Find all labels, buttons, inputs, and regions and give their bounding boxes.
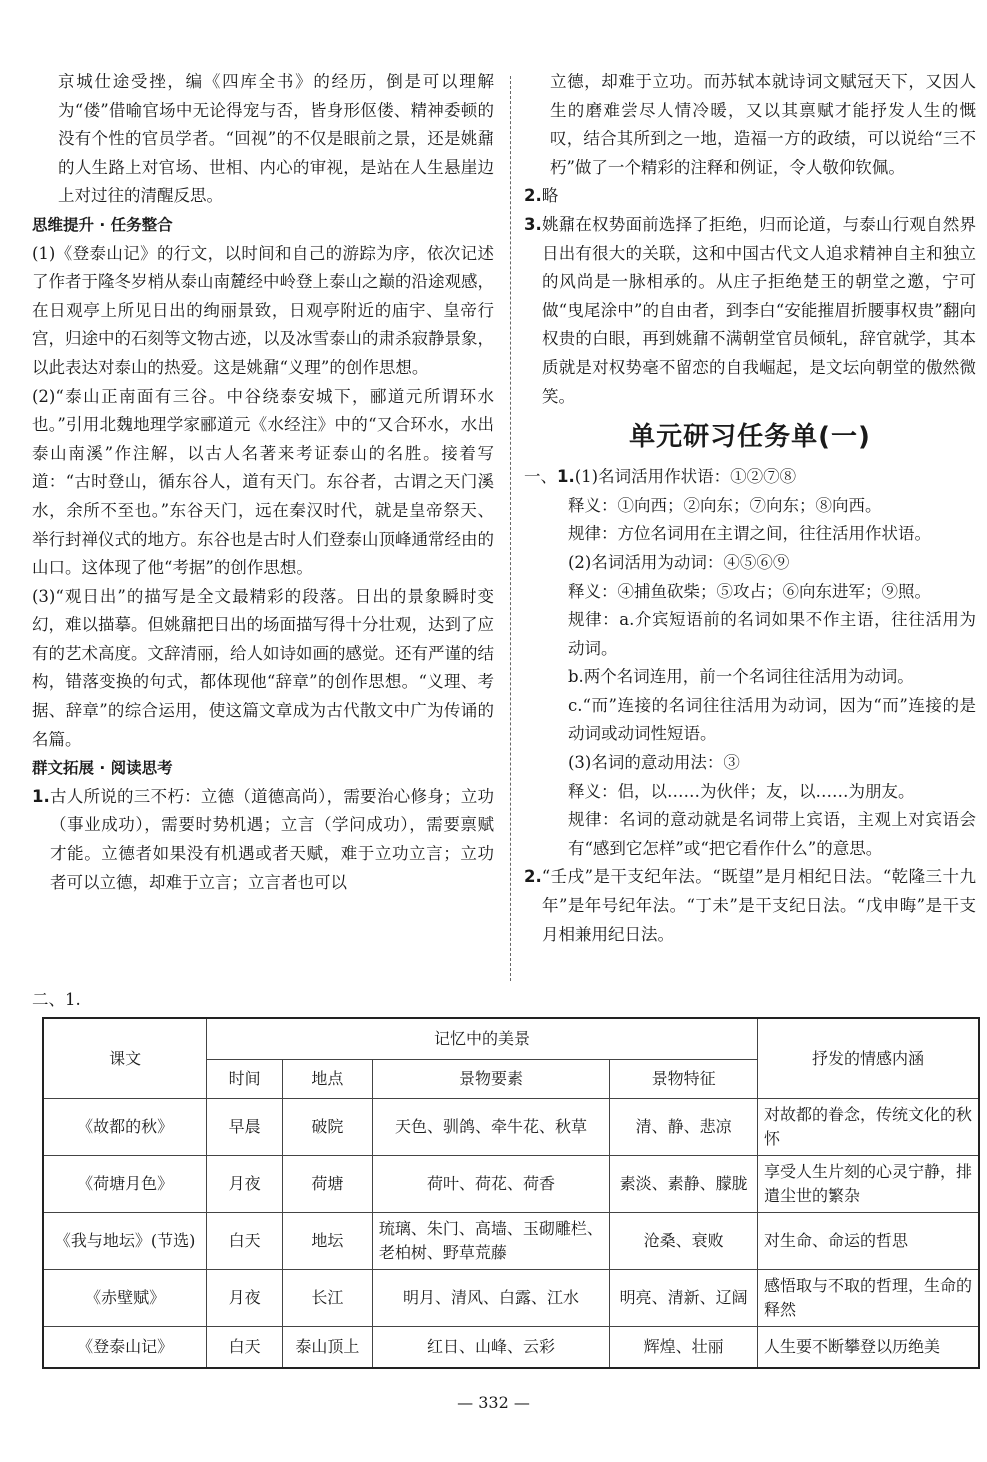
cell-features: 沧桑、衰败 (610, 1213, 758, 1270)
header-emotion: 抒发的情感内涵 (757, 1018, 979, 1099)
question-2 (524, 182, 976, 211)
answer-line: 释义：①向西；②向东；⑦向东；⑧向西。 (568, 495, 882, 515)
answer-line: 规律：方位名词用在主谓之间，往往活用作状语。 (568, 524, 931, 544)
question-3 (524, 211, 976, 411)
intro-paragraph: 京城仕途受挫，编《四库全书》的经历，倒是可以理解为“偻”借喻官场中无论得宠与否，皆身形伛偻、精神委顿的没有个性的官员学者。“回视”的不仅是眼前之景，还是姚鼐的人生路上对官场、世相、内心的审视，是站在人生悬崖边上对过往的清醒反思。 (58, 72, 494, 206)
cell-elements: 荷叶、荷花、荷香 (372, 1156, 609, 1213)
table-row (43, 1270, 979, 1327)
answer-number: 2. (524, 867, 542, 887)
cell-elements: 红日、山峰、云彩 (372, 1327, 609, 1369)
cell-features: 素淡、素静、朦胧 (610, 1156, 758, 1213)
cell-emotion: 人生要不断攀登以历绝美 (757, 1327, 979, 1369)
right-column (524, 68, 976, 949)
cell-elements: 天色、驯鸽、牵牛花、秋草 (372, 1099, 609, 1156)
question-2-text: 略 (541, 186, 559, 206)
table-row (43, 1099, 979, 1156)
cell-time: 白天 (207, 1327, 283, 1369)
cell-course: 《赤壁赋》 (43, 1270, 207, 1327)
cell-place: 荷塘 (283, 1156, 373, 1213)
question-3-text: 姚鼐在权势面前选择了拒绝，归而论道，与泰山行观自然界日出有很大的关联，这和中国古代文人追求精神自主和独立的风尚是一脉相承的。从庄子拒绝楚王的朝堂之邀，宁可做“曳尾涂中”的自由者，到李白“安能摧眉折腰事权贵”翻向权贵的白眼，再到姚鼐不满朝堂官员倾轧，辞官就学，其本质就是对权势毫不留恋的自我崛起，是文坛向朝堂的傲然微笑。 (541, 214, 976, 406)
left-column (32, 68, 494, 897)
table-row (43, 1213, 979, 1270)
part-two-label: 二、1. (32, 990, 81, 1009)
part-label: 一、 (524, 467, 557, 487)
answer-line-1 (524, 463, 976, 492)
cell-elements: 琉璃、朱门、高墙、玉砌雕栏、老柏树、野草荒藤 (372, 1213, 609, 1270)
header-course: 课文 (43, 1018, 207, 1099)
cell-elements: 明月、清风、白露、江水 (372, 1270, 609, 1327)
answer-line: 规律：a.介宾短语前的名词如果不作主语，往往活用为动词。 (568, 610, 976, 658)
landscape-table (42, 1017, 980, 1369)
page-number: — 332 — (457, 1393, 530, 1412)
header-place: 地点 (283, 1060, 373, 1099)
cell-time: 白天 (207, 1213, 283, 1270)
column-divider (510, 76, 511, 981)
unit-title: 单元研习任务单(一) (629, 422, 871, 453)
cell-emotion: 感悟取与不取的哲理，生命的释然 (757, 1270, 979, 1327)
table-row (43, 1156, 979, 1213)
cell-place: 破院 (283, 1099, 373, 1156)
answer-line: (2)名词活用为动词：④⑤⑥⑨ (568, 552, 790, 572)
section-heading-reading: 群文拓展 · 阅读思考 (32, 759, 173, 778)
header-memory: 记忆中的美景 (207, 1018, 758, 1060)
cell-features: 辉煌、壮丽 (610, 1327, 758, 1369)
cell-course: 《荷塘月色》 (43, 1156, 207, 1213)
header-time: 时间 (207, 1060, 283, 1099)
answer-line: b.两个名词连用，前一个名词往往活用为动词。 (568, 667, 914, 687)
paragraph-3: (3)“观日出”的描写是全文最精彩的段落。日出的景象瞬时变幻，难以描摹。但姚鼐把日出的场面描写得十分壮观，达到了应有的艺术高度。文辞清丽，给人如诗如画的感觉。还有严谨的结构，错落变换的句式，都体现他“辞章”的创作思想。“义理、考据、辞章”的综合运用，使这篇文章成为古代散文中广为传诵的名篇。 (32, 586, 494, 749)
cell-emotion: 对生命、命运的哲思 (757, 1213, 979, 1270)
section-heading-thinking: 思维提升 · 任务整合 (32, 215, 173, 234)
cell-time: 月夜 (207, 1156, 283, 1213)
answer-2 (524, 863, 976, 949)
answer-line: 释义：侣，以……为伙伴；友，以……为朋友。 (568, 781, 915, 801)
cell-features: 明亮、清新、辽阔 (610, 1270, 758, 1327)
question-number: 2. (524, 186, 542, 206)
answer-2-text: “壬戌”是干支纪年法。“既望”是月相纪日法。“乾隆三十九年”是年号纪年法。“丁未”是干支纪日法。“戊申晦”是干支月相兼用纪日法。 (541, 867, 976, 944)
cell-course: 《故都的秋》 (43, 1099, 207, 1156)
cell-time: 月夜 (207, 1270, 283, 1327)
question-number: 1. (32, 786, 50, 806)
question-1-text: 古人所说的三不朽：立德（道德高尚），需要治心修身；立功（事业成功），需要时势机遇；立言（学问成功），需要禀赋才能。立德者如果没有机遇或者天赋，难于立功立言；立功者可以立德，却难于立言；立言者也可以 (49, 786, 494, 892)
answer-text: (1)名词活用作状语：①②⑦⑧ (574, 467, 797, 487)
answer-line: c.“而”连接的名词往往活用为动词，因为“而”连接的是动词或动词性短语。 (568, 695, 976, 744)
answer-number: 1. (557, 467, 575, 487)
paragraph-1: (1)《登泰山记》的行文，以时间和自己的游踪为序，依次记述了作者于隆冬岁梢从泰山南麓经中岭登上泰山之巅的沿途观感，在日观亭上所见日出的绚丽景致，日观亭附近的庙宇、皇帝行宫，归途中的石刻等文物古迹，以及冰雪泰山的肃杀寂静景象，以此表达对泰山的热爱。这是姚鼐“义理”的创作思想。 (32, 243, 494, 377)
paragraph-2: (2)“泰山正南面有三谷。中谷绕泰安城下，郦道元所谓环水也。”引用北魏地理学家郦道元《水经注》中的“又合环水，水出泰山南溪”作注解，以古人名著来考证泰山的名胜。接着写道：“古时登山，循东谷人，道有天门。东谷者，古谓之天门溪水，余所不至也。”东谷天门，远在秦汉时代，就是皇帝祭天、举行封禅仪式的地方。东谷也是古时人们登泰山顶峰通常经由的山口。这体现了他“考据”的创作思想。 (32, 386, 494, 578)
cell-course: 《登泰山记》 (43, 1327, 207, 1369)
header-features: 景物特征 (610, 1060, 758, 1099)
answer-line: (3)名词的意动用法：③ (568, 753, 740, 773)
question-1 (32, 783, 494, 897)
table-row (43, 1327, 979, 1369)
answer-line: 规律：名词的意动就是名词带上宾语，主观上对宾语会有“感到它怎样”或“把它看作什么”的意思。 (568, 810, 976, 858)
answer-line: 释义：④捕鱼砍柴；⑤攻占；⑥向东进军；⑨照。 (568, 581, 931, 601)
cell-time: 早晨 (207, 1099, 283, 1156)
header-elements: 景物要素 (372, 1060, 609, 1099)
question-number: 3. (524, 214, 542, 234)
cell-place: 泰山顶上 (283, 1327, 373, 1369)
cell-course: 《我与地坛》(节选) (43, 1213, 207, 1270)
cell-features: 清、静、悲凉 (610, 1099, 758, 1156)
cell-place: 长江 (283, 1270, 373, 1327)
cell-emotion: 对故都的眷念，传统文化的秋怀 (757, 1099, 979, 1156)
cell-place: 地坛 (283, 1213, 373, 1270)
cell-emotion: 享受人生片刻的心灵宁静，排遣尘世的繁杂 (757, 1156, 979, 1213)
continued-paragraph: 立德，却难于立功。而苏轼本就诗词文赋冠天下，又因人生的磨难尝尽人情冷暖，又以其禀赋才能抒发人生的慨叹，结合其所到之一地，造福一方的政绩，可以说给“三不朽”做了一个精彩的注释和例证，令人敬仰钦佩。 (550, 72, 976, 177)
